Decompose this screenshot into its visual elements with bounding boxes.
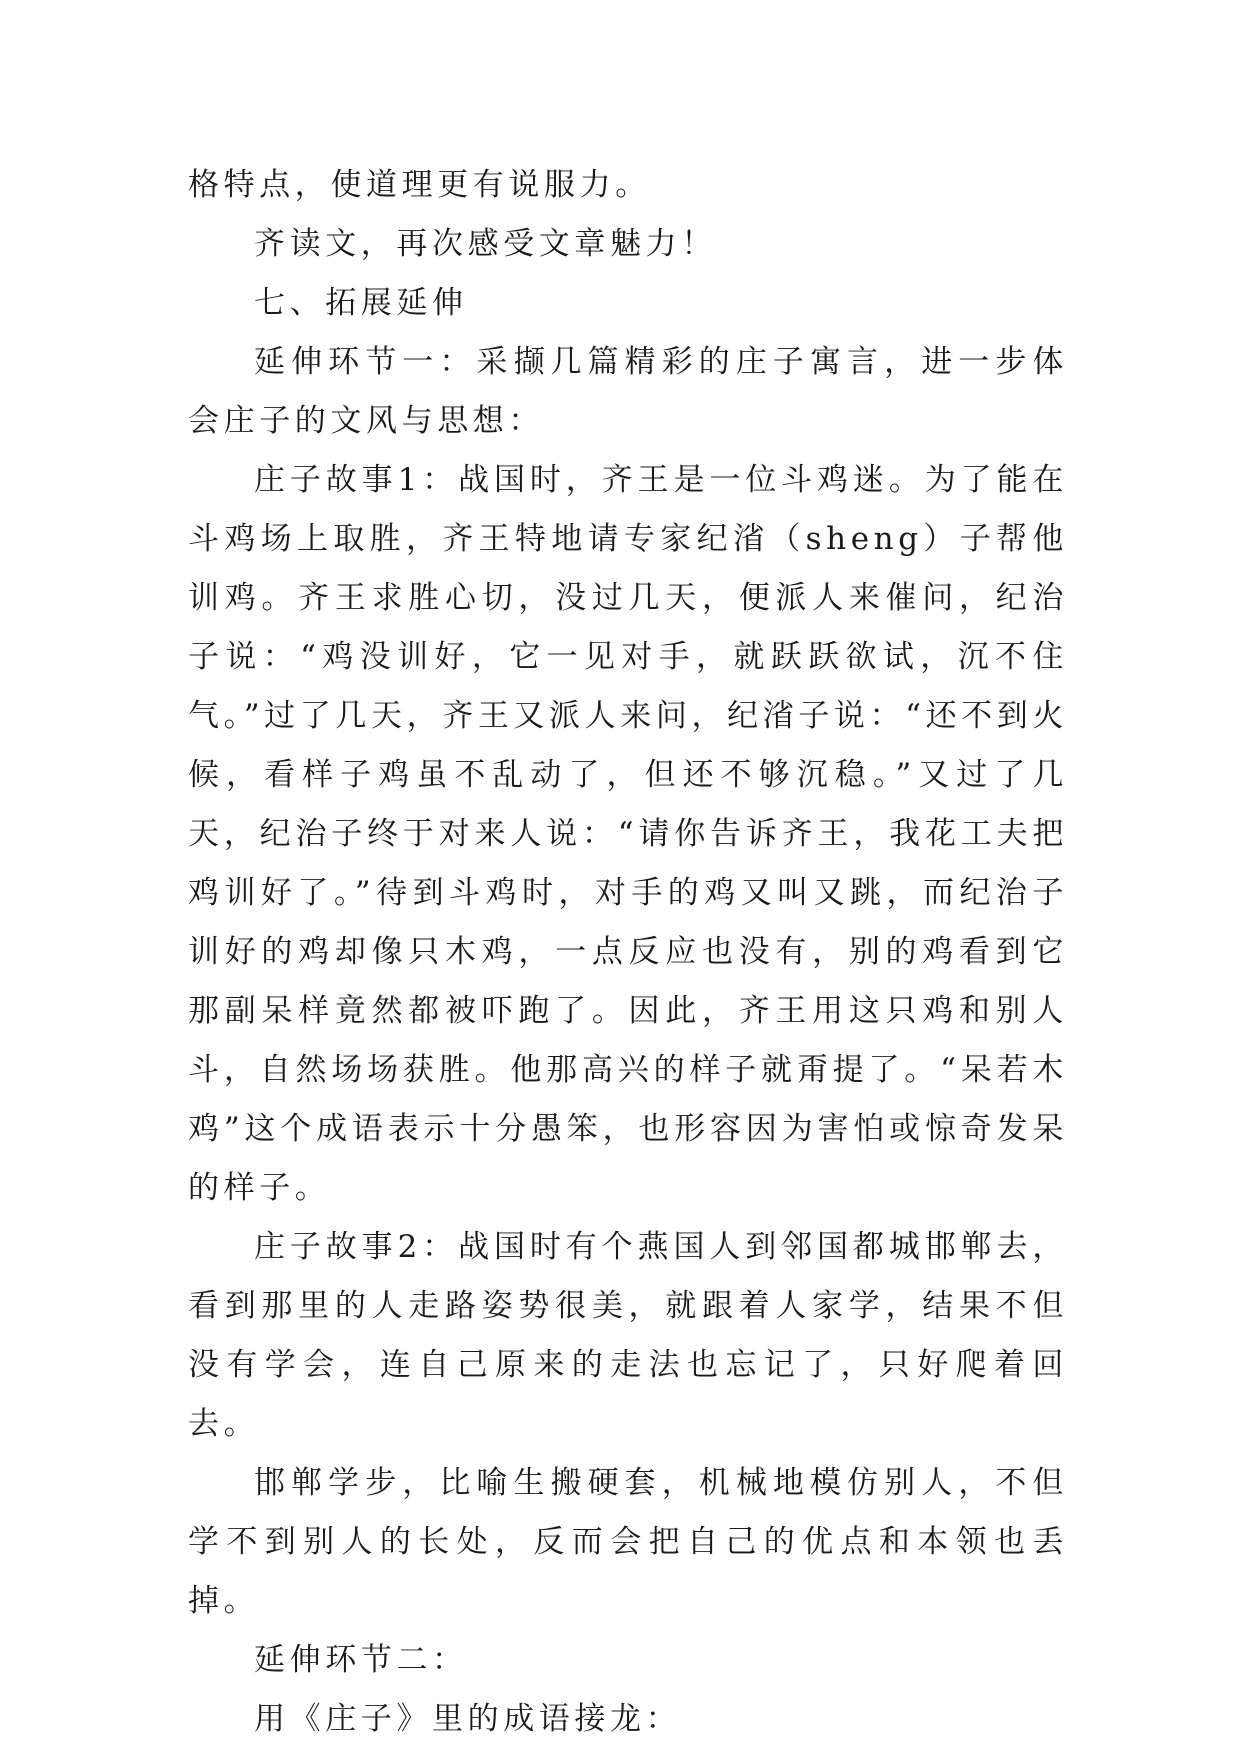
- paragraph-extension-one: 延伸环节一：采撷几篇精彩的庄子寓言，进一步体会庄子的文风与思想：: [188, 344, 1068, 439]
- document-body: [188, 156, 1068, 1749]
- paragraph-idiom-chain: 用《庄子》里的成语接龙：: [254, 1701, 682, 1737]
- paragraph-continuation: 格特点，使道理更有说服力。: [188, 167, 651, 203]
- paragraph-read-aloud: 齐读文，再次感受文章魅力！: [254, 226, 717, 262]
- section-heading: 七、拓展延伸: [254, 285, 468, 321]
- paragraph-story-two: 庄子故事2：战国时有个燕国人到邻国都城邯郸去，看到那里的人走路姿势很美，就跟着人家学，结果不但没有学会，连自己原来的走法也忘记了，只好爬着回去。: [188, 1229, 1068, 1442]
- paragraph-story-one: 庄子故事1：战国时，齐王是一位斗鸡迷。为了能在斗鸡场上取胜，齐王特地请专家纪渻（sheng）子帮他训鸡。齐王求胜心切，没过几天，便派人来催问，纪治子说：“鸡没训好，它一见对手，就跃跃欲试，沉不住气。”过了几天，齐王又派人来问，纪渻子说：“还不到火候，看样子鸡虽不乱动了，但还不够沉稳。”又过了几天，纪治子终于对来人说：“请你告诉齐王，我花工夫把鸡训好了。”待到斗鸡时，对手的鸡又叫又跳，而纪治子训好的鸡却像只木鸡，一点反应也没有，别的鸡看到它那副呆样竟然都被吓跑了。因此，齐王用这只鸡和别人斗，自然场场获胜。他那高兴的样子就甭提了。“呆若木鸡”这个成语表示十分愚笨，也形容因为害怕或惊奇发呆的样子。: [188, 462, 1068, 1206]
- paragraph-handan-idiom: 邯郸学步，比喻生搬硬套，机械地模仿别人，不但学不到别人的长处，反而会把自己的优点和本领也丢掉。: [188, 1465, 1068, 1619]
- paragraph-extension-two: 延伸环节二：: [254, 1642, 468, 1678]
